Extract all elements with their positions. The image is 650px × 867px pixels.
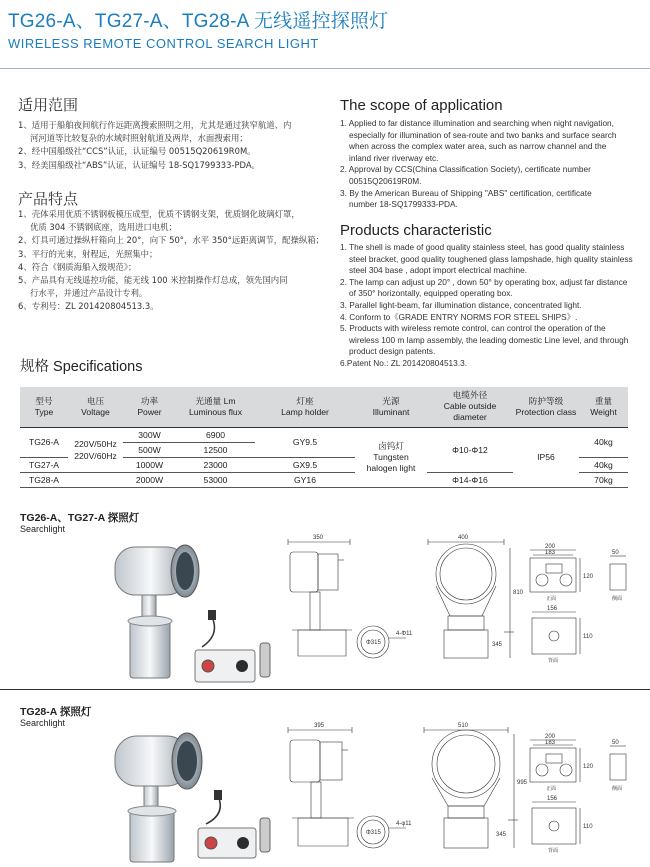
col-header-illuminant: 光源 Illuminant [355,387,427,427]
list-item: 3、平行的光束，射程远，光照集中； [18,248,158,259]
list-item: 1. Applied to far distance illumination and searching when night navigation, especially for illumination of sea-route and two banks and surface search when across the complex water area, such as narrow channel and the inland river riverway etc. [340,118,617,163]
weight-cell: 40kg [579,427,628,457]
holder-cell: GX9.5 [255,457,355,472]
view-label: 侧面 [612,596,623,602]
list-item: 2、灯具可通过操纵杆箱向上 20°，向下 50°，水平 350°远距离调节，配操纵箱； [18,235,325,246]
dim-label: 200 [545,544,556,550]
page-title-cn: TG26-A、TG27-A、TG28-A 无线遥控探照灯 [8,11,389,32]
col-header-type: 型号 Type [20,387,68,427]
dim-label: 110 [583,824,593,830]
col-header-protection: 防护等级 Protection class [513,387,579,427]
list-item: 3. Parallel light-beam, far illumination distance, concentrated light. [340,299,582,310]
dim-label: 183 [545,740,556,746]
list-item: 4、符合《钢质海船入级规范》； [18,261,137,272]
list-item: 5. Products with wireless remote control, can control the operation of the wireless 100 m lamp assembly, the leading domestic Line level, and through product design patents. [340,323,629,357]
dimension-drawing-1 [278,534,648,674]
col-header-flux: 光通量 Lm Luminous flux [176,387,255,427]
list-item: 2. Approval by CCS(China Classification Society), certificate number 00515Q20619R0M. [340,164,591,186]
illuminant-cell: 卤钨灯 Tungsten halogen light [355,427,427,487]
list-item: 1、壳体采用优质不锈钢板模压成型，优质不锈钢支架，优质钢化玻璃灯罩， 优质 304 不锈钢底座，选用进口电机； [18,209,300,233]
dim-label: 4-Φ11 [396,631,413,637]
list-item: 1、适用于船舶夜间航行作远距离搜索照明之用，尤其是通过狭窄航道、内 河河道等比较复杂的水域时照射航道及两岸，水面搜索用； [18,120,292,144]
features-list-en [340,242,640,370]
dim-label: 350 [313,535,324,541]
view-label: 背面 [548,658,559,664]
table-row [20,427,628,442]
page-title-en: WIRELESS REMOTE CONTROL SEARCH LIGHT [8,36,319,51]
list-item: 3、经美国船级社“ABS”认证，认证编号 18-SQ1799333-PDA。 [18,159,260,170]
title-divider [0,68,650,69]
flux-cell: 12500 [176,442,255,457]
section2-subtitle: Searchlight [20,718,66,728]
dim-label: 810 [513,590,524,596]
list-item: 6、专利号：ZL 201420804513.3。 [18,301,159,312]
list-item: 6.Patent No.: ZL 201420804513.3. [340,357,468,368]
col-header-weight: 重量 Weight [579,387,628,427]
voltage-cell: 220V/50Hz 220V/60Hz [68,427,123,472]
type-cell: TG26-A [20,427,68,457]
list-item: 3. By the American Bureau of Shipping "ABS" certification, certificate number 18-SQ1799333-PDA. [340,187,592,210]
holder-cell: GY16 [255,472,355,487]
dim-label: 183 [545,550,556,556]
dim-label: 50 [612,550,619,556]
dim-label: 110 [583,634,593,640]
weight-cell: 70kg [579,472,628,487]
col-header-voltage: 电压 Voltage [68,387,123,427]
list-item: 5、产品具有无线遥控功能，能无线 100 米控制操作灯总成，领先国内同 行水平，并通过产品设计专利。 [18,275,288,299]
protection-cell: IP56 [513,427,579,487]
dim-label: 995 [517,780,528,786]
flux-cell: 53000 [176,472,255,487]
holder-cell: GY9.5 [255,427,355,457]
cable-cell: Φ10-Φ12 [427,427,513,472]
searchlight-photo-1 [100,525,280,685]
view-label: 侧面 [612,786,623,792]
list-item: 2. The lamp can adjust up 20° , down 50° by operating box, adjust far distance of 350° horizontally, equipped operating box. [340,276,628,299]
section-divider [0,689,650,690]
col-header-power: 功率 Power [123,387,176,427]
power-cell: 500W [123,442,176,457]
dim-label: 50 [612,740,619,746]
spec-table [20,387,628,488]
weight-cell: 40kg [579,457,628,472]
voltage-cell-empty [68,472,123,487]
dim-label: Φ315 [366,640,381,646]
dim-label: 510 [458,723,469,729]
list-item: 2、经中国船级社“CCS”认证，认证编号 00515Q20619R0M。 [18,146,256,157]
features-list-cn [18,208,328,314]
searchlight-photo-2 [100,718,280,863]
dimension-drawing-2 [278,722,648,862]
flux-cell: 6900 [176,427,255,442]
power-cell: 2000W [123,472,176,487]
dim-label: 120 [583,764,594,770]
type-cell: TG27-A [20,457,68,472]
section1-subtitle: Searchlight [20,524,66,534]
type-cell: TG28-A [20,472,68,487]
scope-list-en [340,118,640,211]
features-heading-cn: 产品特点 [18,190,79,208]
list-item: 1. The shell is made of good quality stainless steel, has good quality stainless steel bracket, good quality toughened glass lampshade, high quality stainless steel 304 base , adopt import electrical machine. [340,242,633,276]
dim-label: 156 [547,606,558,612]
flux-cell: 23000 [176,457,255,472]
specs-heading: 规格 Specifications [20,359,143,375]
section2-title: TG28-A 探照灯 [20,706,92,718]
dim-label: 400 [458,535,469,541]
power-cell: 1000W [123,457,176,472]
col-header-holder: 灯座 Lamp holder [255,387,355,427]
dim-label: 345 [492,642,503,648]
view-label: 背面 [548,848,559,854]
dim-label: 395 [314,723,325,729]
cable-cell: Φ14-Φ16 [427,472,513,487]
dim-label: 200 [545,734,556,740]
col-header-cable: 电缆外径 Cable outside diameter [427,387,513,427]
section1-title: TG26-A、TG27-A 探照灯 [20,512,140,524]
dim-label: 4-φ11 [396,821,412,827]
scope-heading-cn: 适用范围 [18,96,79,114]
power-cell: 300W [123,427,176,442]
view-label: 正面 [546,596,557,602]
scope-heading-en: The scope of application [340,97,503,114]
dim-label: 345 [496,832,507,838]
dim-label: 156 [547,796,558,802]
features-heading-en: Products characteristic [340,222,492,239]
list-item: 4. Conform to《GRADE ENTRY NORMS FOR STEEL SHIPS》. [340,311,578,322]
dim-label: 120 [583,574,594,580]
view-label: 正面 [546,786,557,792]
dim-label: Φ315 [366,830,381,836]
scope-list-cn [18,119,323,172]
